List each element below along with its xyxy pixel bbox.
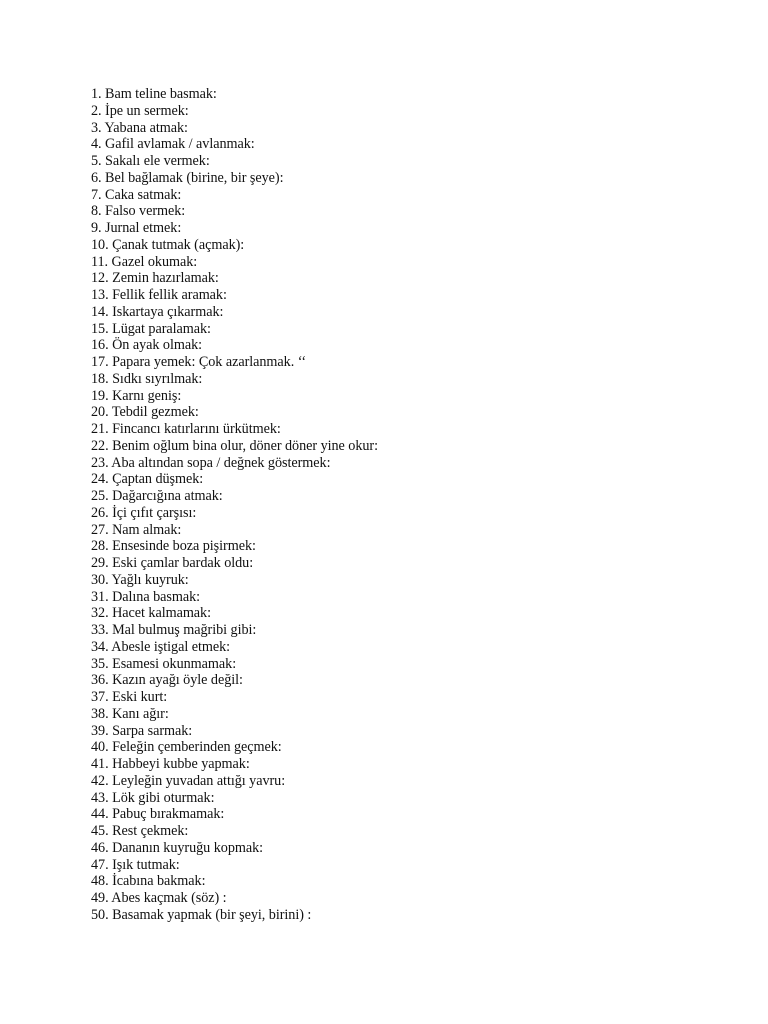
- list-item: 37. Eski kurt:: [91, 689, 168, 705]
- list-item: 31. Dalına basmak:: [91, 588, 201, 605]
- list-item: 9. Jurnal etmek:: [91, 220, 182, 236]
- list-item: 30. Yağlı kuyruk:: [91, 571, 189, 588]
- list-item: 33. Mal bulmuş mağribi gibi:: [91, 622, 257, 638]
- list-item: 2. İpe un sermek:: [91, 102, 189, 119]
- list-item: 22. Benim oğlum bina olur, döner döner yine okur:: [91, 437, 378, 454]
- list-item: 19. Karnı geniş:: [91, 387, 182, 404]
- idiom-list: [91, 86, 378, 924]
- list-item: 26. İçi çıfıt çarşısı:: [91, 504, 197, 521]
- list-item: 46. Dananın kuyruğu kopmak:: [91, 839, 264, 856]
- list-item: 24. Çaptan düşmek:: [91, 471, 204, 488]
- list-item: 50. Basamak yapmak (bir şeyi, birini) :: [91, 906, 312, 923]
- list-item: 7. Caka satmak:: [91, 186, 182, 203]
- list-item: 35. Esamesi okunmamak:: [91, 655, 237, 672]
- list-item: 11. Gazel okumak:: [91, 253, 198, 270]
- list-item: 44. Pabuç bırakmamak:: [91, 806, 225, 823]
- list-item: 18. Sıdkı sıyrılmak:: [91, 370, 203, 387]
- list-item: 6. Bel bağlamak (birine, bir şeye):: [91, 169, 284, 186]
- list-item: 36. Kazın ayağı öyle değil:: [91, 672, 243, 689]
- list-item: 16. Ön ayak olmak:: [91, 337, 202, 354]
- list-item: 4. Gafil avlamak / avlanmak:: [91, 136, 255, 153]
- list-item: 8. Falso vermek:: [91, 203, 186, 220]
- list-item: 21. Fincancı katırlarını ürkütmek:: [91, 421, 281, 437]
- list-item: 28. Ensesinde boza pişirmek:: [91, 538, 256, 555]
- list-item: 42. Leyleğin yuvadan attığı yavru:: [91, 772, 286, 789]
- list-item: 10. Çanak tutmak (açmak):: [91, 236, 245, 253]
- list-item: 25. Dağarcığına atmak:: [91, 488, 223, 504]
- list-item: 32. Hacet kalmamak:: [91, 605, 211, 622]
- list-item: 45. Rest çekmek:: [91, 823, 189, 839]
- list-item: 27. Nam almak:: [91, 521, 182, 538]
- list-item: 29. Eski çamlar bardak oldu:: [91, 555, 254, 571]
- list-item: 34. Abesle iştigal etmek:: [91, 638, 231, 655]
- list-item: 15. Lügat paralamak:: [91, 320, 211, 337]
- list-item: 23. Aba altından sopa / değnek göstermek:: [91, 454, 331, 471]
- list-item: 12. Zemin hazırlamak:: [91, 270, 219, 287]
- list-item: 3. Yabana atmak:: [91, 119, 188, 136]
- list-item: 41. Habbeyi kubbe yapmak:: [91, 756, 250, 772]
- list-item: 38. Kanı ağır:: [91, 705, 169, 722]
- list-item: 14. Iskartaya çıkarmak:: [91, 303, 224, 320]
- list-item: 47. Işık tutmak:: [91, 856, 180, 873]
- list-item: 17. Papara yemek: Çok azarlanmak. ‘‘: [91, 354, 306, 370]
- list-item: 49. Abes kaçmak (söz) :: [91, 890, 227, 906]
- list-item: 5. Sakalı ele vermek:: [91, 153, 210, 169]
- list-item: 39. Sarpa sarmak:: [91, 722, 193, 739]
- list-item: 40. Feleğin çemberinden geçmek:: [91, 739, 282, 756]
- list-item: 43. Lök gibi oturmak:: [91, 789, 215, 806]
- list-item: 48. İcabına bakmak:: [91, 873, 206, 890]
- list-item: 20. Tebdil gezmek:: [91, 404, 199, 421]
- list-item: 13. Fellik fellik aramak:: [91, 287, 227, 303]
- list-item: 1. Bam teline basmak:: [91, 86, 217, 102]
